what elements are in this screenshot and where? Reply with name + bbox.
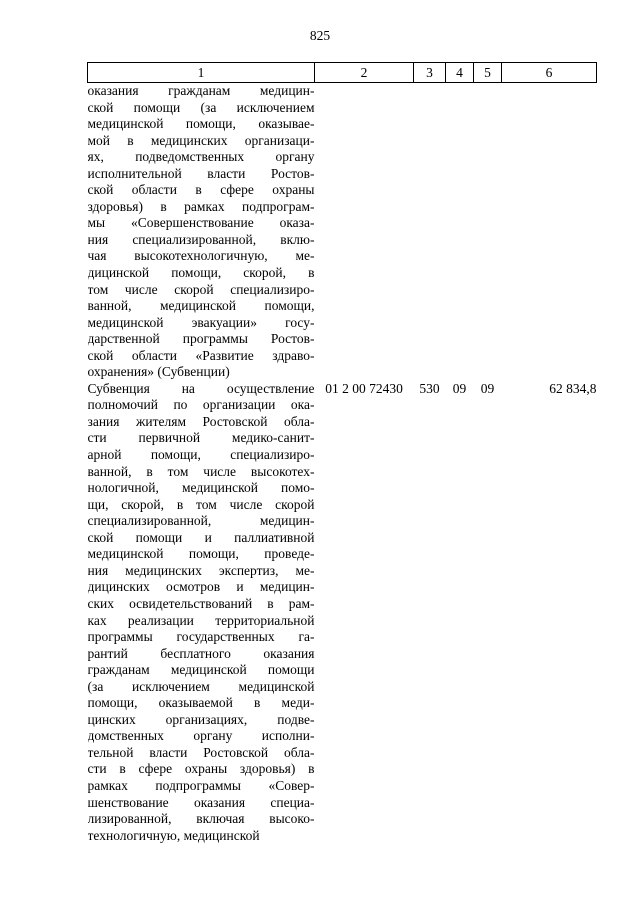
- description-line: ния медицинских экспертиз, ме-: [87, 562, 315, 578]
- description-line: охранения» (Субвенции): [87, 364, 230, 380]
- description-line: домственных органу исполни-: [87, 728, 315, 744]
- description-line: дицинской помощи, скорой, в: [87, 265, 315, 281]
- description-line: ках реализации территориальной: [87, 612, 315, 628]
- description-line: программы государственных га-: [87, 629, 315, 645]
- description-line: дицинских осмотров и медицин-: [87, 579, 315, 595]
- description-line: помощи, оказываемой в меди-: [87, 695, 315, 711]
- row-2-col5: 09: [480, 380, 495, 396]
- description-line: мы «Совершенствование оказа-: [87, 215, 315, 231]
- description-line: щи, скорой, в том числе скорой: [87, 496, 315, 512]
- description-line: ской области «Развитие здраво-: [87, 347, 315, 363]
- row-2-amount: 62 834,8: [549, 380, 597, 396]
- description-line: дарственной программы Ростов-: [87, 331, 315, 347]
- description-line: технологичную, медицинской: [87, 827, 260, 843]
- row-2-code: 01 2 00 72430: [325, 380, 403, 396]
- description-line: специализированной, медицин-: [87, 513, 315, 529]
- description-line: рамках подпрограммы «Совер-: [87, 777, 315, 793]
- description-line: Субвенция на осуществление: [87, 380, 315, 396]
- description-line: сти первичной медико-санит-: [87, 430, 315, 446]
- description-line: (за исключением медицинской: [87, 678, 315, 694]
- row-1-description: [88, 83, 315, 381]
- description-line: нологичной, медицинской помо-: [87, 480, 315, 496]
- description-line: лизированной, включая высоко-: [87, 811, 315, 827]
- description-line: ния специализированной, вклю-: [87, 231, 315, 247]
- description-line: ских освидетельствований в рам-: [87, 595, 315, 611]
- description-line: медицинской помощи, оказывае-: [87, 116, 315, 132]
- row-1-code: [315, 83, 414, 381]
- table-header-row: [88, 63, 597, 83]
- header-col-3: 3: [414, 63, 446, 83]
- row-1-col3: [414, 83, 446, 381]
- description-line: исполнительной власти Ростов-: [87, 165, 315, 181]
- description-line: полномочий по организации ока-: [87, 397, 315, 413]
- page-number: 825: [309, 28, 331, 43]
- description-line: зания жителям Ростовской обла-: [87, 413, 315, 429]
- table-row: [88, 381, 597, 844]
- description-line: мой в медицинских организаци-: [87, 132, 315, 148]
- budget-table: [87, 62, 597, 844]
- header-col-4: 4: [446, 63, 474, 83]
- description-line: ской помощи (за исключением: [87, 99, 315, 115]
- row-1-col5: [474, 83, 502, 381]
- header-col-1: 1: [88, 63, 315, 83]
- description-line: медицинской эвакуации» госу-: [87, 314, 315, 330]
- row-2-col4: 09: [452, 380, 467, 396]
- description-line: ской помощи и паллиативной: [87, 529, 315, 545]
- row-2-col3: 530: [419, 380, 440, 396]
- description-line: гражданам медицинской помощи: [87, 662, 315, 678]
- description-line: чая высокотехнологичную, ме-: [87, 248, 315, 264]
- description-line: оказания гражданам медицин-: [87, 83, 315, 98]
- header-col-6: 6: [502, 63, 597, 83]
- description-line: шенствование оказания специа-: [87, 794, 315, 810]
- description-line: ванной, медицинской помощи,: [87, 298, 315, 314]
- description-line: медицинской помощи, проведе-: [87, 546, 315, 562]
- row-1-col4: [446, 83, 474, 381]
- description-line: сти в сфере охраны здоровья) в: [87, 761, 315, 777]
- header-col-2: 2: [315, 63, 414, 83]
- table-row: [88, 83, 597, 381]
- description-line: ях, подведомственных органу: [87, 149, 315, 165]
- description-line: ванной, в том числе высокотех-: [87, 463, 315, 479]
- description-line: здоровья) в рамках подпрограм-: [87, 198, 315, 214]
- description-line: цинских организациях, подве-: [87, 711, 315, 727]
- description-line: том числе скорой специализиро-: [87, 281, 315, 297]
- description-line: арной помощи, специализиро-: [87, 447, 315, 463]
- description-line: ской области в сфере охраны: [87, 182, 315, 198]
- header-col-5: 5: [474, 63, 502, 83]
- row-1-amount: [502, 83, 597, 381]
- description-line: тельной власти Ростовской обла-: [87, 744, 315, 760]
- row-2-description: [88, 381, 315, 844]
- description-line: рантий бесплатного оказания: [87, 645, 315, 661]
